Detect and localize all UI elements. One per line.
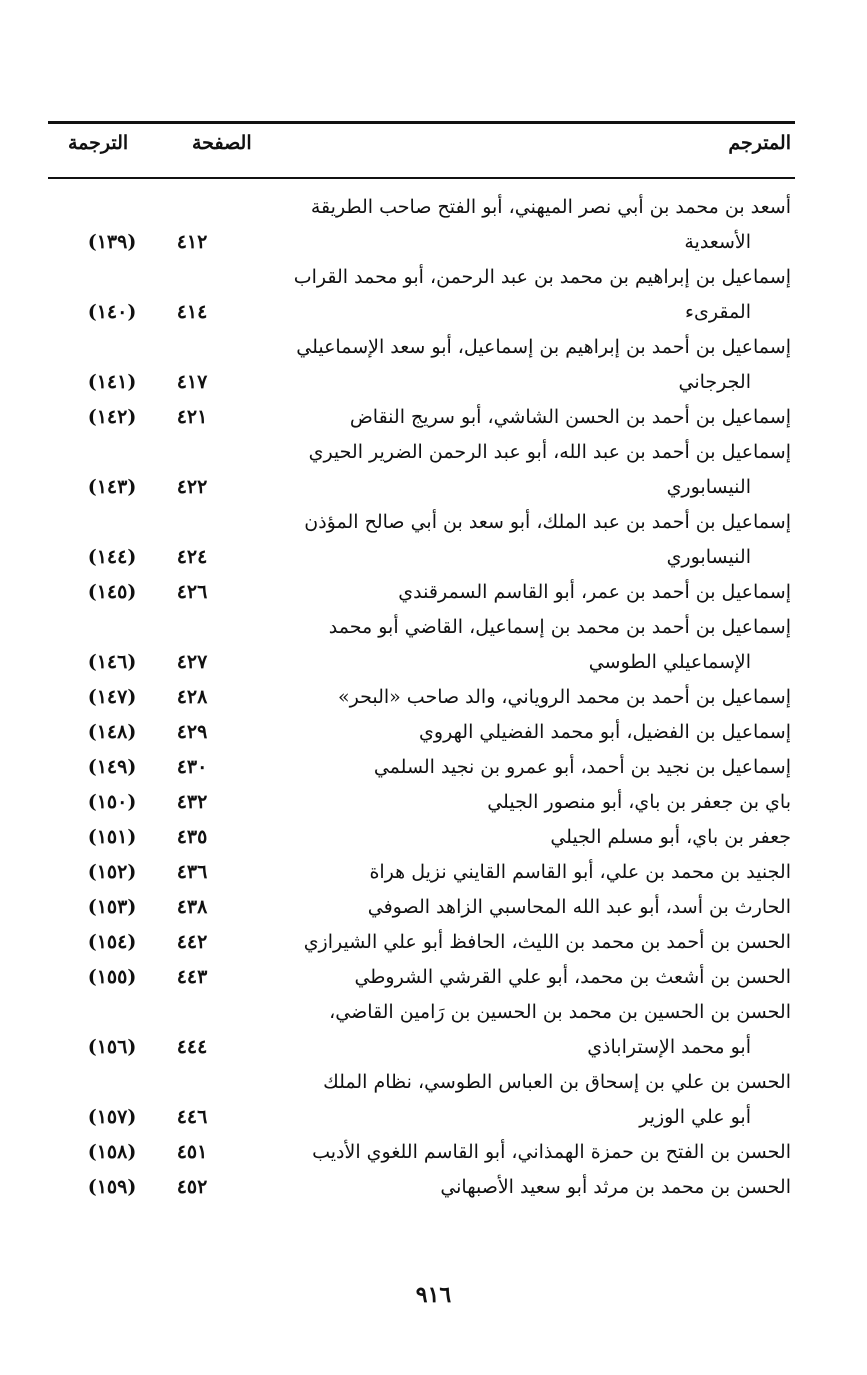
entry-name-line: إسماعيل بن أحمد بن محمد بن إسماعيل، القاضي أبو محمد	[328, 616, 791, 638]
entry-page-number: ٤٤٢	[176, 931, 208, 953]
index-entry	[48, 190, 795, 260]
index-entry	[48, 1170, 795, 1205]
entry-number: (١٥٨)	[87, 1141, 137, 1163]
index-entry	[48, 435, 795, 505]
entry-name-line: إسماعيل بن نجيد بن أحمد، أبو عمرو بن نجيد السلمي	[373, 756, 791, 778]
entry-number: (١٤٥)	[87, 581, 137, 603]
header-person: المترجم	[728, 132, 791, 154]
entry-number: (١٤٢)	[87, 406, 137, 428]
entry-name-line: الحسن بن محمد بن مرثد أبو سعيد الأصبهاني	[440, 1176, 791, 1198]
entry-number: (١٤٤)	[87, 546, 137, 568]
entry-name-line: باي بن جعفر بن باي، أبو منصور الجيلي	[487, 791, 791, 813]
entry-number: (١٥٣)	[87, 896, 137, 918]
entry-page-number: ٤٢١	[176, 406, 208, 428]
index-entry	[48, 785, 795, 820]
entry-number: (١٥٢)	[87, 861, 137, 883]
entry-number: (١٤٠)	[87, 301, 137, 323]
entry-page-number: ٤٤٤	[176, 1036, 208, 1058]
entry-number: (١٥١)	[87, 826, 137, 848]
entry-name-line: الحسن بن علي بن إسحاق بن العباس الطوسي، نظام الملك	[323, 1071, 791, 1093]
entry-name-line: إسماعيل بن إبراهيم بن محمد بن عبد الرحمن، أبو محمد القراب	[293, 266, 791, 288]
entry-name-line: إسماعيل بن الفضيل، أبو محمد الفضيلي الهروي	[419, 721, 791, 743]
entry-name-line: الجرجاني	[678, 371, 751, 393]
entry-name-line: المقرىء	[685, 301, 751, 323]
index-entry	[48, 715, 795, 750]
table-top-rule	[48, 121, 795, 124]
index-entry	[48, 750, 795, 785]
entry-page-number: ٤٤٣	[176, 966, 208, 988]
entry-page-number: ٤٥٢	[176, 1176, 208, 1198]
entry-number: (١٥٩)	[87, 1176, 137, 1198]
index-entry	[48, 925, 795, 960]
entry-number: (١٤٣)	[87, 476, 137, 498]
index-entry	[48, 995, 795, 1065]
entry-name-line: إسماعيل بن أحمد بن عمر، أبو القاسم السمرقندي	[398, 581, 791, 603]
index-entry	[48, 610, 795, 680]
index-entry	[48, 855, 795, 890]
entry-name-line: إسماعيل بن أحمد بن عبد الله، أبو عبد الرحمن الضرير الحيري	[308, 441, 791, 463]
entry-name-line: الأسعدية	[684, 231, 751, 253]
entry-name-line: الإسماعيلي الطوسي	[588, 651, 751, 673]
entry-page-number: ٤٢٧	[176, 651, 208, 673]
index-entry	[48, 505, 795, 575]
entry-name-line: أسعد بن محمد بن أبي نصر الميهني، أبو الفتح صاحب الطريقة	[310, 196, 791, 218]
entry-number: (١٥٥)	[87, 966, 137, 988]
entry-name-line: الحسن بن أشعث بن محمد، أبو علي القرشي الشروطي	[354, 966, 791, 988]
entry-number: (١٥٠)	[87, 791, 137, 813]
entry-name-line: إسماعيل بن أحمد بن عبد الملك، أبو سعد بن أبي صالح المؤذن	[304, 511, 791, 533]
entry-page-number: ٤٣٢	[176, 791, 208, 813]
header-page: الصفحة	[192, 132, 252, 154]
entry-page-number: ٤٤٦	[176, 1106, 208, 1128]
index-entry	[48, 820, 795, 855]
entry-page-number: ٤٣٦	[176, 861, 208, 883]
table-header	[48, 130, 795, 162]
entry-name-line: الحارث بن أسد، أبو عبد الله المحاسبي الزاهد الصوفي	[367, 896, 791, 918]
entry-name-line: إسماعيل بن أحمد بن الحسن الشاشي، أبو سريج النقاض	[349, 406, 791, 428]
entry-page-number: ٤٢٦	[176, 581, 208, 603]
entry-name-line: الحسن بن الحسين بن محمد بن الحسين بن رَامين القاضي،	[329, 1001, 791, 1023]
entry-page-number: ٤٢٢	[176, 476, 208, 498]
index-entry	[48, 260, 795, 330]
entry-name-line: أبو علي الوزير	[639, 1106, 751, 1128]
entry-name-line: جعفر بن باي، أبو مسلم الجيلي	[550, 826, 791, 848]
index-entry	[48, 330, 795, 400]
entry-number: (١٥٦)	[87, 1036, 137, 1058]
entry-name-line: النيسابوري	[666, 476, 751, 498]
entry-number: (١٤١)	[87, 371, 137, 393]
entry-name-line: الحسن بن أحمد بن محمد بن الليث، الحافظ أبو علي الشيرازي	[303, 931, 791, 953]
entry-name-line: أبو محمد الإستراباذي	[587, 1036, 751, 1058]
index-entry	[48, 680, 795, 715]
header-entry: الترجمة	[68, 132, 129, 154]
entry-name-line: الحسن بن الفتح بن حمزة الهمذاني، أبو القاسم اللغوي الأديب	[312, 1141, 791, 1163]
entry-number: (١٤٨)	[87, 721, 137, 743]
entry-number: (١٥٧)	[87, 1106, 137, 1128]
entry-number: (١٥٤)	[87, 931, 137, 953]
entry-page-number: ٤٣٠	[176, 756, 208, 778]
entry-number: (١٣٩)	[87, 231, 137, 253]
index-entry	[48, 1065, 795, 1135]
entry-page-number: ٤١٤	[176, 301, 208, 323]
entry-number: (١٤٩)	[87, 756, 137, 778]
entry-page-number: ٤٥١	[176, 1141, 208, 1163]
entry-page-number: ٤١٢	[176, 231, 208, 253]
entry-page-number: ٤٣٥	[176, 826, 208, 848]
table-header-rule	[48, 177, 795, 179]
entry-page-number: ٤٢٩	[176, 721, 208, 743]
index-entry	[48, 890, 795, 925]
entry-page-number: ٤١٧	[176, 371, 208, 393]
entry-page-number: ٤٢٤	[176, 546, 208, 568]
entry-page-number: ٤٢٨	[176, 686, 208, 708]
entry-name-line: الجنيد بن محمد بن علي، أبو القاسم القايني نزيل هراة	[369, 861, 791, 883]
index-entry	[48, 960, 795, 995]
entry-page-number: ٤٣٨	[176, 896, 208, 918]
index-entry	[48, 1135, 795, 1170]
entry-number: (١٤٧)	[87, 686, 137, 708]
page-number: ٩١٦	[415, 1282, 452, 1308]
index-entry	[48, 400, 795, 435]
entry-name-line: النيسابوري	[666, 546, 751, 568]
entry-number: (١٤٦)	[87, 651, 137, 673]
index-entry	[48, 575, 795, 610]
entry-name-line: إسماعيل بن أحمد بن إبراهيم بن إسماعيل، أبو سعد الإسماعيلي	[296, 336, 791, 358]
entry-name-line: إسماعيل بن أحمد بن محمد الروياني، والد صاحب «البحر»	[337, 686, 791, 708]
